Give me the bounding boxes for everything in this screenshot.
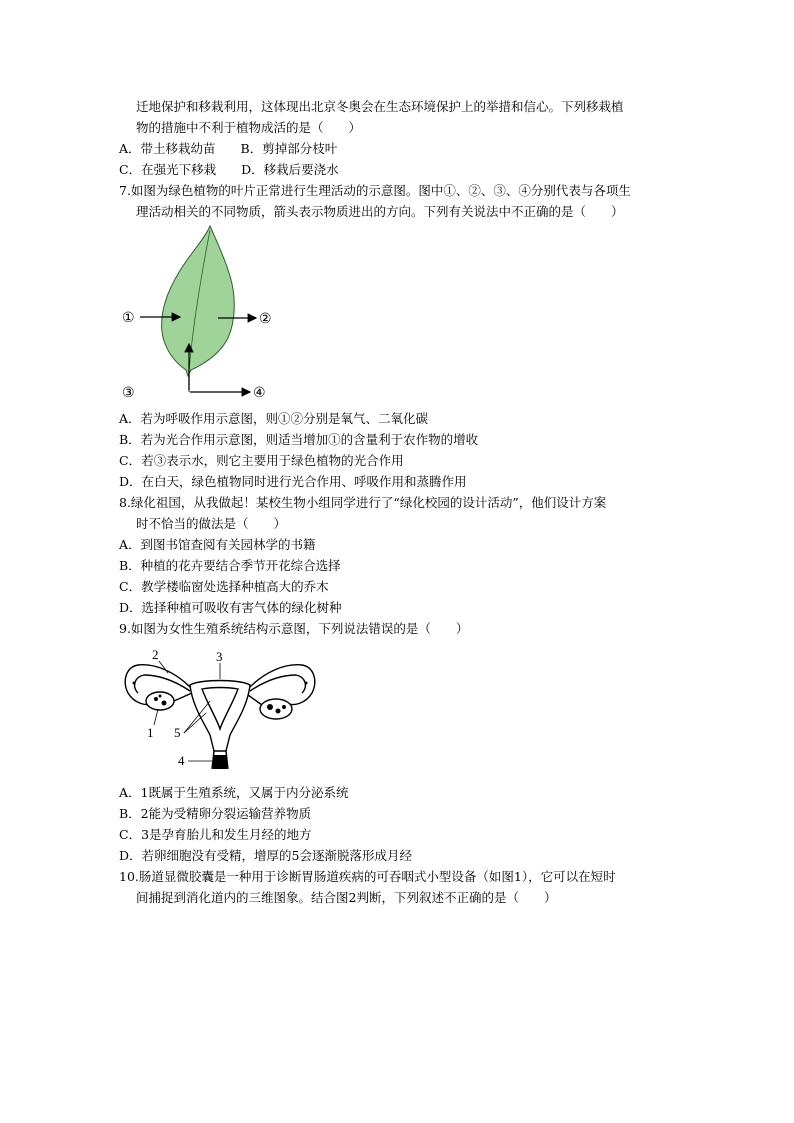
q8-option-c: C．教学楼临窗处选择种植高大的乔木 xyxy=(119,579,329,594)
q7-option-b: B．若为光合作用示意图，则适当增加①的含量利于农作物的增收 xyxy=(119,432,479,447)
label-4: 4 xyxy=(178,753,185,768)
label-3: ③ xyxy=(122,386,135,401)
q8-option-b: B．种植的花卉要结合季节开花综合选择 xyxy=(119,558,341,573)
q9-option-c: C．3是孕育胎儿和发生月经的地方 xyxy=(119,827,312,842)
q6-stem-line1: 迁地保护和移栽利用，这体现出北京冬奥会在生态环境保护上的举措和信心。下列移栽植 xyxy=(136,99,624,114)
q8-stem-line1: 8.绿化祖国，从我做起！某校生物小组同学进行了“绿化校园的设计活动”，他们设计方案 xyxy=(119,495,607,510)
q9-option-a: A．1既属于生殖系统，又属于内分泌系统 xyxy=(119,785,349,800)
q6-options-cd: C．在强光下移栽 D．移栽后要浇水 xyxy=(119,162,339,177)
leaf-diagram xyxy=(118,222,278,404)
q7-stem-line1: 7.如图为绿色植物的叶片正常进行生理活动的示意图。图中①、②、③、④分别代表与各项生 xyxy=(119,183,631,198)
label-5: 5 xyxy=(174,725,181,740)
label-2: ② xyxy=(259,312,272,327)
label-3: 3 xyxy=(216,649,223,664)
q9-stem: 9.如图为女性生殖系统结构示意图，下列说法错误的是（ ） xyxy=(119,621,469,636)
q10-stem-line2: 间捕捉到消化道内的三维图象。结合图2判断，下列叙述不正确的是（ ） xyxy=(136,890,557,905)
q8-stem-line2: 时不恰当的做法是（ ） xyxy=(136,516,287,531)
label-1: 1 xyxy=(147,725,154,740)
q7-stem-line2: 理活动相关的不同物质，箭头表示物质进出的方向。下列有关说法中不正确的是（ ） xyxy=(136,204,624,219)
q7-option-d: D．在白天，绿色植物同时进行光合作用、呼吸作用和蒸腾作用 xyxy=(119,474,467,489)
q7-option-a: A．若为呼吸作用示意图，则①②分别是氧气、二氧化碳 xyxy=(119,411,429,426)
q10-stem-line1: 10.肠道显微胶囊是一种用于诊断胃肠道疾病的可吞咽式小型设备（如图1），它可以在短时 xyxy=(119,869,616,884)
female-reproductive-diagram xyxy=(120,643,320,775)
q9-option-d: D．若卵细胞没有受精，增厚的5会逐渐脱落形成月经 xyxy=(119,848,412,863)
uterus xyxy=(190,681,250,752)
q7-option-c: C．若③表示水，则它主要用于绿色植物的光合作用 xyxy=(119,453,404,468)
label-4: ④ xyxy=(253,386,266,401)
q8-option-d: D．选择种植可吸收有害气体的绿化树种 xyxy=(119,600,342,615)
label-1: ① xyxy=(122,311,135,326)
label-2: 2 xyxy=(152,647,159,662)
q6-options-ab: A．带土移栽幼苗 B．剪掉部分枝叶 xyxy=(119,141,338,156)
right-ovary xyxy=(260,699,292,719)
q8-option-a: A．到图书馆查阅有关园林学的书籍 xyxy=(119,537,316,552)
q9-option-b: B．2能为受精卵分裂运输营养物质 xyxy=(119,806,312,821)
q6-stem-line2: 物的措施中不利于植物成活的是（ ） xyxy=(136,120,362,135)
